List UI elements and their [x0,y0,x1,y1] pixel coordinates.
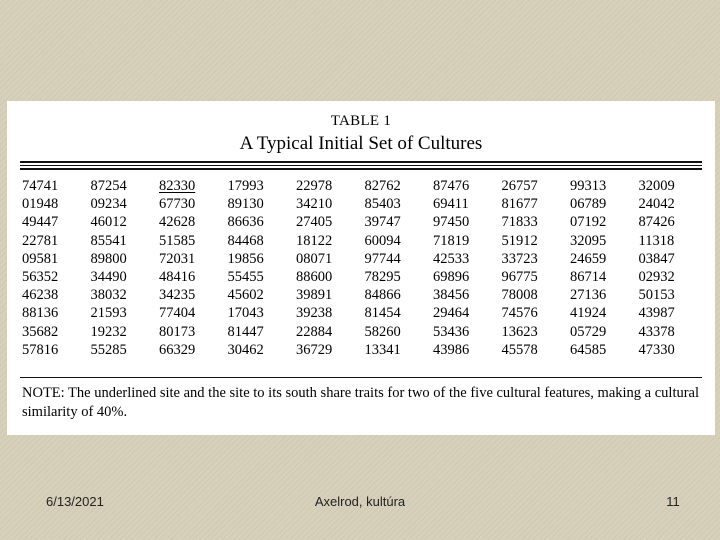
table-cell: 78008 [501,287,538,304]
table-cell: 46012 [90,214,127,231]
table-row [22,286,707,304]
table-cell: 11318 [638,232,675,249]
bottom-rule [20,377,702,378]
table-row [22,177,707,195]
table-cell: 53436 [433,323,470,340]
table-cell: 42628 [159,214,196,231]
table-cell: 80173 [159,323,196,340]
table-cell: 39891 [296,287,333,304]
table-cell: 86714 [570,268,607,285]
table-cell: 50153 [638,287,675,304]
table-cell: 85403 [364,196,401,213]
table-row [22,304,707,322]
table-cell: 36729 [296,341,333,358]
table-cell: 84866 [364,287,401,304]
table-cell: 26757 [501,178,538,194]
table-cell: 49447 [22,214,59,231]
table-cell: 22884 [296,323,333,340]
table-cell: 34490 [90,268,127,285]
table-cell: 89130 [227,196,264,213]
table-cell: 34210 [296,196,333,213]
table-cell: 46238 [22,287,59,304]
table-cell: 74741 [22,178,59,194]
table-cell: 13623 [501,323,538,340]
table-cell: 86636 [227,214,264,231]
table-row [22,195,707,213]
table-cell: 87254 [90,178,127,194]
table-cell: 39238 [296,305,333,322]
table-cell: 55285 [90,341,127,358]
table-cell: 27405 [296,214,333,231]
table-cell: 96775 [501,268,538,285]
table-cell: 97744 [364,250,401,267]
table-cell: 82762 [364,178,401,194]
table-cell: 55455 [227,268,264,285]
table-cell: 38032 [90,287,127,304]
table-cell: 69411 [433,196,469,213]
table-cell: 24042 [638,196,675,213]
table-cell: 74576 [501,305,538,322]
table-cell: 02932 [638,268,675,285]
table-cell: 82330 [159,178,196,194]
table-cell: 51912 [501,232,538,249]
table-row [22,323,707,341]
table-cell: 69896 [433,268,470,285]
table-cell: 17043 [227,305,264,322]
table-cell: 88600 [296,268,333,285]
table-cell: 66329 [159,341,196,358]
table-cell: 84468 [227,232,264,249]
table-row [22,213,707,231]
table-cell: 58260 [364,323,401,340]
table-cell: 41924 [570,305,607,322]
table-cell: 39747 [364,214,401,231]
table-cell: 18122 [296,232,333,249]
table-image [7,101,715,435]
table-cell: 45578 [501,341,538,358]
table-cell: 87476 [433,178,470,194]
table-cell: 08071 [296,250,333,267]
table-cell: 56352 [22,268,59,285]
footer-date: 6/13/2021 [46,494,104,509]
table-cell: 47330 [638,341,675,358]
table-cell: 51585 [159,232,196,249]
table-cell: 03847 [638,250,675,267]
table-cell: 71833 [501,214,538,231]
table-cell: 17993 [227,178,264,194]
table-cell: 97450 [433,214,470,231]
cultures-table [22,177,707,359]
table-cell: 01948 [22,196,59,213]
table-cell: 13341 [364,341,401,358]
table-cell: 19232 [90,323,127,340]
table-cell: 43987 [638,305,675,322]
table-cell: 71819 [433,232,470,249]
table-cell: 22978 [296,178,333,194]
table-cell: 89800 [90,250,127,267]
table-row [22,232,707,250]
table-cell: 45602 [227,287,264,304]
table-cell: 19856 [227,250,264,267]
table-cell: 87426 [638,214,675,231]
table-cell: 64585 [570,341,607,358]
table-cell: 72031 [159,250,196,267]
table-cell: 78295 [364,268,401,285]
table-cell: 43378 [638,323,675,340]
table-cell: 07192 [570,214,607,231]
footer-title: Axelrod, kultúra [314,494,406,509]
table-cell: 48416 [159,268,196,285]
top-rules [20,161,702,172]
table-cell: 57816 [22,341,59,358]
table-row [22,250,707,268]
page-number: 11 [666,494,680,509]
table-cell: 06789 [570,196,607,213]
table-cell: 21593 [90,305,127,322]
table-row [22,341,707,359]
table-title: A Typical Initial Set of Cultures [239,133,483,154]
table-cell: 60094 [364,232,401,249]
table-cell: 67730 [159,196,196,213]
table-cell: 32095 [570,232,607,249]
table-cell: 81447 [227,323,264,340]
table-cell: 42533 [433,250,470,267]
table-cell: 81454 [364,305,401,322]
table-cell: 99313 [570,178,607,194]
table-label: TABLE 1 [330,113,392,129]
table-cell: 32009 [638,178,675,194]
table-cell: 85541 [90,232,127,249]
table-cell: 38456 [433,287,470,304]
table-cell: 35682 [22,323,59,340]
table-cell: 30462 [227,341,264,358]
table-note: NOTE: The underlined site and the site to its south share traits for two of the five cultural features, making a cultural similarity of 40%. [22,385,700,420]
table-cell: 09234 [90,196,127,213]
table-cell: 43986 [433,341,470,358]
table-cell: 09581 [22,250,59,267]
table-cell: 33723 [501,250,538,267]
table-cell: 88136 [22,305,59,322]
table-row [22,268,707,286]
table-cell: 24659 [570,250,607,267]
table-cell: 34235 [159,287,196,304]
table-cell: 77404 [159,305,196,322]
table-cell: 22781 [22,232,59,249]
table-cell: 29464 [433,305,470,322]
table-cell: 81677 [501,196,538,213]
table-cell: 27136 [570,287,607,304]
table-cell: 05729 [570,323,607,340]
